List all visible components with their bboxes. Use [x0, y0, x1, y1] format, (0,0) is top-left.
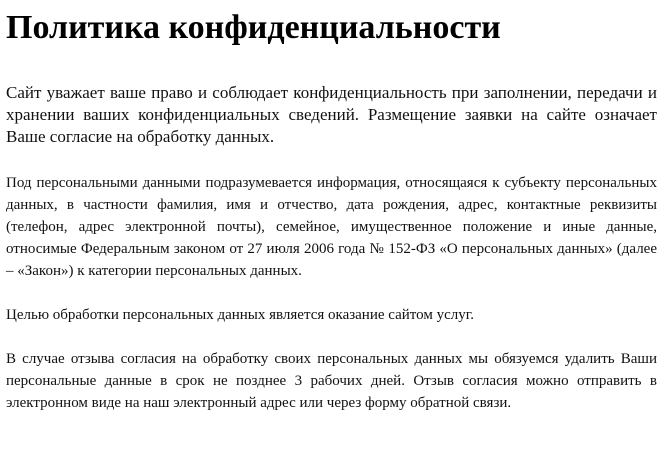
processing-purpose-paragraph: Целью обработки персональных данных является оказание сайтом услуг.	[6, 307, 474, 323]
page-title: Политика конфиденциальности	[6, 9, 501, 46]
consent-withdrawal-paragraph: В случае отзыва согласия на обработку своих персональных данных мы обязуемся удалить Ваши персональные данные в срок не позднее 3 рабочих дней. Отзыв согласия можно отправить в электронном виде на наш электронный адрес или через форму обратной связи.	[6, 351, 657, 411]
intro-paragraph: Сайт уважает ваше право и соблюдает конфиденциальность при заполнении, передачи и хранении ваших конфиденциальных сведений. Размещение заявки на сайте означает Ваше согласие на обработку данных.	[6, 83, 657, 146]
personal-data-definition-paragraph: Под персональными данными подразумевается информация, относящаяся к субъекту персональных данных, в частности фамилия, имя и отчество, дата рождения, адрес, контактные реквизиты (телефон, адрес электронной почты), семейное, имущественное положение и иные данные, относимые Федеральным законом от 27 июля 2006 года № 152-ФЗ «О персональных данных» (далее – «Закон») к категории персональных данных.	[6, 175, 657, 279]
